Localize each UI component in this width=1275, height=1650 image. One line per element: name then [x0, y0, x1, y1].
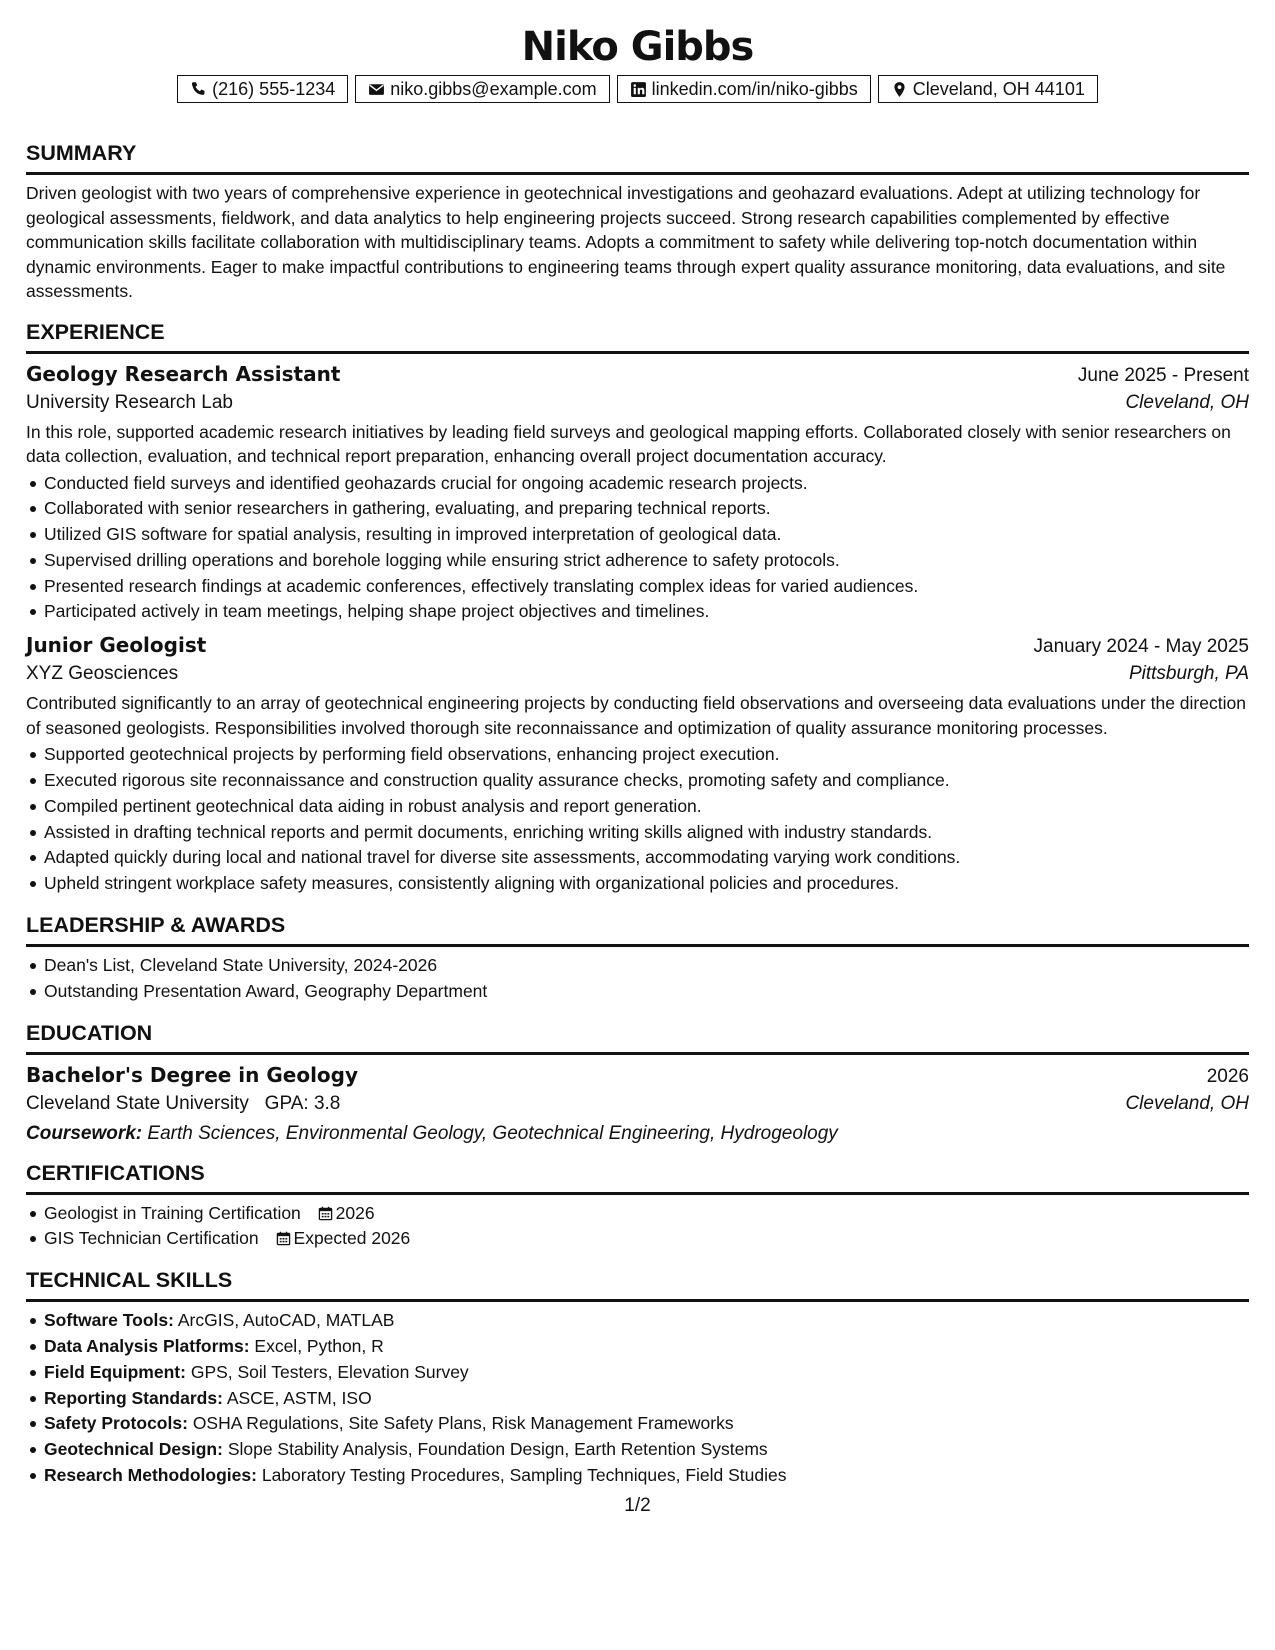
list-item — [44, 1334, 1249, 1360]
job-dates: January 2024 - May 2025 — [1033, 636, 1249, 658]
graduation-year: 2026 — [1206, 1065, 1249, 1087]
skill-label: Field Equipment: — [44, 1361, 186, 1382]
contact-bar — [26, 75, 1249, 103]
education-entry — [26, 1063, 1249, 1145]
email-chip[interactable] — [355, 75, 609, 103]
cert-name: Geologist in Training Certification — [44, 1202, 301, 1223]
envelope-icon — [368, 81, 385, 98]
school-location: Cleveland, OH — [1125, 1092, 1249, 1114]
list-item: Assisted in drafting technical reports and permit documents, enriching writing skills aligned with industry standards. — [44, 820, 1249, 846]
list-item: Participated actively in team meetings, helping shape project objectives and timelines. — [44, 599, 1249, 625]
cert-date: Expected 2026 — [293, 1228, 411, 1249]
job-entry — [26, 633, 1249, 897]
linkedin-text: linkedin.com/in/niko-gibbs — [651, 78, 858, 99]
skill-value: Excel, Python, R — [254, 1336, 384, 1357]
list-item — [44, 1226, 1249, 1252]
experience-heading: EXPERIENCE — [26, 320, 1249, 354]
location-chip — [878, 75, 1098, 103]
coursework-label: Coursework: — [26, 1122, 143, 1144]
list-item: Supervised drilling operations and borehole logging while ensuring strict adherence to safety protocols. — [44, 548, 1249, 574]
job-description: Contributed significantly to an array of geotechnical engineering projects by conducting field observations and overseeing data evaluations under the direction of seasoned geologists. Responsibilities involved thorough site reconnaissance and optimization of quality assurance monitoring processes. — [26, 693, 1246, 738]
job-bullets — [26, 742, 1249, 897]
linkedin-icon — [630, 81, 647, 98]
cert-name: GIS Technician Certification — [44, 1228, 259, 1249]
location-text: Cleveland, OH 44101 — [912, 78, 1085, 99]
certifications-heading: CERTIFICATIONS — [26, 1161, 1249, 1195]
list-item — [44, 1437, 1249, 1463]
phone-text: (216) 555-1234 — [212, 78, 336, 99]
list-item: Compiled pertinent geotechnical data aiding in robust analysis and report generation. — [44, 794, 1249, 820]
skills-heading: TECHNICAL SKILLS — [26, 1268, 1249, 1302]
certifications-list — [26, 1201, 1249, 1253]
list-item: Executed rigorous site reconnaissance and construction quality assurance checks, promoting safety and compliance. — [44, 768, 1249, 794]
gpa: GPA: 3.8 — [264, 1092, 341, 1114]
email-text: niko.gibbs@example.com — [390, 78, 597, 99]
candidate-name: Niko Gibbs — [521, 24, 754, 70]
coursework — [26, 1123, 1249, 1145]
list-item — [44, 1411, 1249, 1437]
page-number: 1/2 — [624, 1495, 651, 1516]
resume-page — [26, 0, 1249, 1489]
skill-label: Research Methodologies: — [44, 1465, 257, 1486]
list-item: Adapted quickly during local and national travel for diverse site assessments, accommodating varying work conditions. — [44, 845, 1249, 871]
job-dates: June 2025 - Present — [1077, 364, 1249, 386]
summary-heading: SUMMARY — [26, 141, 1249, 175]
list-item — [44, 1463, 1249, 1489]
list-item: Collaborated with senior researchers in gathering, evaluating, and preparing technical reports. — [44, 496, 1249, 522]
skill-label: Data Analysis Platforms: — [44, 1336, 250, 1357]
education-heading: EDUCATION — [26, 1021, 1249, 1055]
cert-date: 2026 — [335, 1202, 375, 1223]
list-item: Utilized GIS software for spatial analysis, resulting in improved interpretation of geological data. — [44, 522, 1249, 548]
skills-list — [26, 1308, 1249, 1489]
skill-value: Laboratory Testing Procedures, Sampling Techniques, Field Studies — [261, 1465, 787, 1486]
phone-chip[interactable] — [177, 75, 348, 103]
summary-text: Driven geologist with two years of comprehensive experience in geotechnical investigations and geohazard evaluations. Adept at utilizing technology for geological assessments, fieldwork, and data analytics to help engineering projects succeed. Strong research capabilities complemented by effective communication skills facilitate collaboration with multidisciplinary teams. Adopts a commitment to safety while delivering top-notch documentation within dynamic environments. Eager to make impactful contributions to engineering teams through expert quality assurance monitoring, data evaluations, and site assessments. — [26, 183, 1226, 301]
job-title: Geology Research Assistant — [26, 361, 341, 386]
skill-value: ArcGIS, AutoCAD, MATLAB — [177, 1310, 395, 1331]
skill-value: GPS, Soil Testers, Elevation Survey — [190, 1361, 469, 1382]
list-item — [44, 1201, 1249, 1227]
job-org: University Research Lab — [26, 391, 233, 413]
job-entry — [26, 362, 1249, 626]
skill-value: Slope Stability Analysis, Foundation Design, Earth Retention Systems — [227, 1439, 768, 1460]
skill-label: Safety Protocols: — [44, 1413, 188, 1434]
job-description: In this role, supported academic research initiatives by leading field surveys and geological mapping efforts. Collaborated closely with senior researchers on data collection, evaluation, and technical report preparation, enhancing overall project documentation accuracy. — [26, 421, 1231, 466]
list-item: Upheld stringent workplace safety measures, consistently aligning with organizational policies and procedures. — [44, 871, 1249, 897]
list-item — [44, 1308, 1249, 1334]
list-item — [44, 1360, 1249, 1386]
skill-label: Geotechnical Design: — [44, 1439, 223, 1460]
job-org: XYZ Geosciences — [26, 663, 179, 685]
skill-value: OSHA Regulations, Site Safety Plans, Risk Management Frameworks — [192, 1413, 734, 1434]
awards-list — [26, 953, 1249, 1005]
list-item: Conducted field surveys and identified geohazards crucial for ongoing academic research projects. — [44, 471, 1249, 497]
coursework-list: Earth Sciences, Environmental Geology, Geotechnical Engineering, Hydrogeology — [147, 1122, 838, 1144]
job-title: Junior Geologist — [26, 633, 207, 658]
job-bullets — [26, 471, 1249, 626]
map-pin-icon — [891, 81, 908, 98]
list-item: Presented research findings at academic conferences, effectively translating complex ideas for varied audiences. — [44, 574, 1249, 600]
list-item: Supported geotechnical projects by performing field observations, enhancing project execution. — [44, 742, 1249, 768]
list-item: Outstanding Presentation Award, Geography Department — [44, 979, 1249, 1005]
job-location: Pittsburgh, PA — [1128, 663, 1249, 685]
phone-icon — [190, 81, 207, 98]
school-name: Cleveland State University — [26, 1092, 249, 1114]
job-location: Cleveland, OH — [1125, 391, 1249, 413]
skill-label: Software Tools: — [44, 1310, 174, 1331]
awards-heading: LEADERSHIP & AWARDS — [26, 913, 1249, 947]
calendar-icon — [276, 1231, 291, 1246]
skill-value: ASCE, ASTM, ISO — [226, 1387, 372, 1408]
list-item — [44, 1386, 1249, 1412]
degree-title: Bachelor's Degree in Geology — [26, 1062, 359, 1087]
linkedin-chip[interactable] — [617, 75, 871, 103]
list-item: Dean's List, Cleveland State University, 2024-2026 — [44, 953, 1249, 979]
calendar-icon — [318, 1206, 333, 1221]
skill-label: Reporting Standards: — [44, 1387, 223, 1408]
